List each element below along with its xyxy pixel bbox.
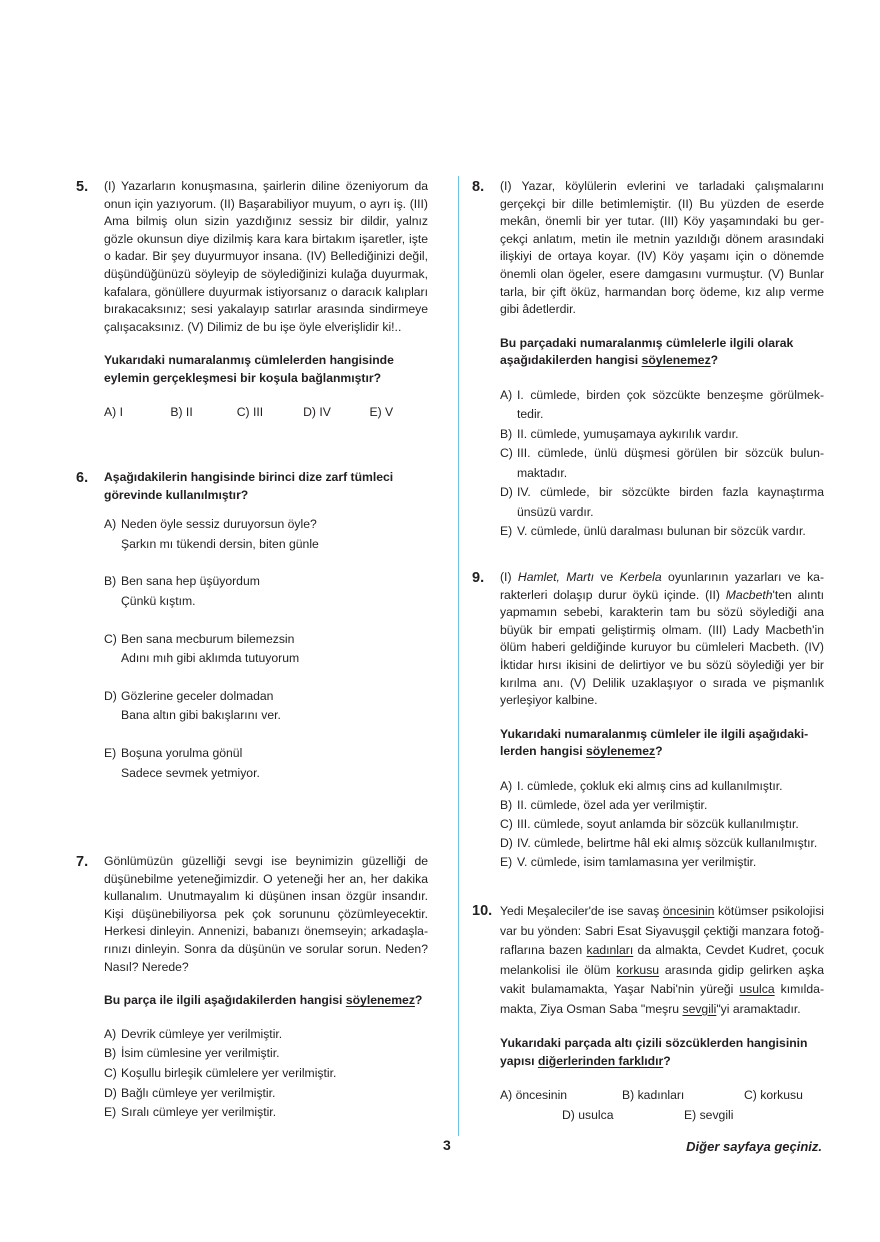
- question-paragraph: [500, 569, 824, 710]
- option-label: A): [500, 778, 513, 793]
- paragraph-text: da almakta, Cevdet Kudret, çocuk melankolisi ile ölüm: [500, 943, 824, 977]
- option-text: III. cümlede, soyut anlamda bir sözcük kullanılmıştır.: [517, 816, 799, 831]
- paragraph-text: ve: [594, 570, 620, 584]
- poem-line-2: Şarkın mı tükendi dersin, biten günle: [121, 536, 319, 551]
- stem-underlined: söylenemez: [586, 744, 656, 759]
- page-number: 3: [443, 1137, 451, 1153]
- option-text: III. cümlede, ünlü düşmesi görülen bir sözcük bulunmaktadır.: [517, 446, 824, 480]
- poem-line-2: Çünkü kıştım.: [121, 593, 196, 608]
- option-text: İsim cümlesine yer verilmiştir.: [121, 1046, 280, 1061]
- work-title: Macbeth: [725, 587, 773, 602]
- option-a[interactable]: [104, 1026, 428, 1044]
- question-stem: [500, 1035, 824, 1070]
- poem-line-1: Ben sana mecburum bilemezsin: [121, 631, 295, 646]
- question-stem: [104, 992, 428, 1010]
- question-stem: [500, 726, 824, 761]
- option-b[interactable]: B) kadınları: [622, 1088, 685, 1103]
- option-d[interactable]: [500, 834, 824, 853]
- question-paragraph: (I) Yazarların konuşmasına, şairlerin diline özeniyorum da onun için yazıyorum. (II) Başarabiliyor muyum, o ayrı iş. (III) Ama bilmiş olun sizin yazdığınız sessiz bir dildir, yalnız gözle okunsun diye dizilmiş kara kara birtakım işaretler, işte o kadar. Bir şey duyurmuyor insana. (IV) Bellediğinizi değil, düşündüğünüzü söyleyip de söylediğinizi kulağa duyurmak, kafalara, gönüllere duyurmak istiyorsanız o daracık kalıpları bırakacaksınız; sesi yakalayıp satırlar arasında sindirmeye çalışacaksınız. (V) Dilimiz de bu işe öyle elverişlidir ki!..: [104, 179, 428, 334]
- poem-line-1: Neden öyle sessiz duruyorsun öyle?: [121, 517, 317, 532]
- option-e[interactable]: [104, 745, 428, 782]
- option-label: C): [500, 816, 513, 831]
- question-paragraph: Gönlümüzün güzelliği sevgi ise beynimizin güzelliği de düşünebilme yeteneğimizdir. O yeteneği her an, her dakika kullanalım. Unutmayalım ki düşünen insan özgür insandır. Kişi düşünebiliyorsa pek çok sorununu çözümleyecektir. Herkesi dinleyin. Annenizi, babanızı önemseyin; arkadaşlarınızı dinleyin. Sonra da düşünün ve sorular sorun. Neden? Nasıl? Nerede?: [104, 854, 428, 974]
- option-d[interactable]: [500, 483, 824, 522]
- stem-end: ?: [663, 1053, 671, 1068]
- underlined-word: sevgili: [682, 1001, 717, 1016]
- paragraph-text: "yi aramaktadır.: [716, 1001, 801, 1016]
- option-d[interactable]: D) IV: [303, 404, 331, 419]
- question-number: 7.: [76, 854, 89, 870]
- paragraph-text: (I): [500, 570, 518, 584]
- option-b[interactable]: [104, 573, 428, 610]
- option-a[interactable]: A) öncesinin: [500, 1088, 568, 1103]
- option-label: E): [500, 854, 513, 869]
- option-text: V. cümlede, ünlü daralması bulunan bir sözcük vardır.: [517, 524, 806, 539]
- question-7: [76, 853, 428, 1122]
- stem-underlined: söylenemez: [345, 993, 415, 1008]
- question-stem: [500, 335, 824, 370]
- option-label: E): [104, 1105, 117, 1120]
- option-text: Koşullu birleşik cümlelere yer verilmiştir.: [121, 1065, 337, 1080]
- option-text: II. cümlede, özel ada yer verilmiştir.: [517, 797, 708, 812]
- option-label: E): [104, 745, 117, 760]
- option-a[interactable]: [500, 386, 824, 425]
- work-title: Kerbela: [619, 570, 662, 584]
- question-number: 5.: [76, 179, 89, 195]
- question-number: 9.: [472, 570, 485, 586]
- option-b[interactable]: [500, 425, 824, 445]
- option-a[interactable]: [500, 777, 824, 796]
- option-label: D): [500, 485, 513, 500]
- underlined-word: öncesinin: [662, 904, 715, 918]
- option-c[interactable]: [500, 444, 824, 483]
- option-label: C): [104, 1065, 117, 1080]
- question-paragraph: (I) Yazar, köylülerin evlerini ve tarladaki çalışmalarını gerçekçi bir dille betimlemiştir. (II) Bu yüzden de eserde mekân, önemli bir yer tutar. (III) Köy yaşamındaki bu gerçekçi anlatım, metin ile metnin yazıldığı dönem arasındaki ilişkiyi de ortaya koyar. (IV) Köy yaşamı için o dönemde önemli olan ögeler, esere damgasını vurmuştur. (V) Bunlar tarla, bir çift öküz, harmandan borç ödeme, kız alıp verme gibi âdetlerdir.: [500, 179, 824, 317]
- option-a[interactable]: [104, 516, 428, 553]
- paragraph-text: oyunlarının yazarları ve karakterleri dolaşıp durur öykü içinde. (II): [500, 570, 825, 602]
- underlined-word: korkusu: [616, 962, 660, 977]
- option-text: IV. cümlede, belirtme hâl eki almış sözcük kullanılmıştır.: [517, 835, 818, 850]
- options-row-2: [500, 1106, 824, 1126]
- answer-options: [104, 404, 428, 422]
- option-text: I. cümlede, birden çok sözcükte benzeşme görülmektedir.: [517, 387, 824, 422]
- option-c[interactable]: [104, 1065, 428, 1083]
- poem-line-1: Ben sana hep üşüyordum: [121, 574, 260, 589]
- stem-text: Bu parçadaki numaralanmış cümlelerle ilgili olarak aşağıdakilerden hangisi: [500, 335, 794, 368]
- stem-text: Yukarıdaki numaralanmış cümleler ile ilgili aşağıdakilerden hangisi: [500, 726, 809, 759]
- question-stem: Aşağıdakilerin hangisinde birinci dize zarf tümleci görevinde kullanılmıştır?: [104, 470, 394, 502]
- option-e[interactable]: [500, 522, 824, 542]
- option-c[interactable]: [104, 631, 428, 668]
- question-9: [472, 569, 824, 872]
- underlined-word: kadınları: [586, 943, 634, 957]
- question-number: 8.: [472, 179, 485, 195]
- option-label: D): [104, 688, 117, 703]
- option-label: C): [104, 631, 117, 646]
- question-number: 10.: [472, 903, 493, 919]
- option-text: I. cümlede, çokluk eki almış cins ad kullanılmıştır.: [517, 778, 783, 793]
- question-8: [472, 178, 824, 542]
- option-text: II. cümlede, yumuşamaya aykırılık vardır.: [517, 426, 739, 441]
- option-e[interactable]: [104, 1104, 428, 1122]
- paragraph-text: kımıldamakta, Ziya Osman Saba "meşru: [500, 982, 824, 1016]
- option-label: B): [104, 574, 117, 589]
- stem-end: ?: [710, 353, 719, 368]
- option-label: A): [104, 1026, 117, 1041]
- option-d[interactable]: D) usulca: [562, 1107, 614, 1122]
- option-text: Bağlı cümleye yer verilmiştir.: [121, 1085, 276, 1100]
- poem-line-1: Gözlerine geceler dolmadan: [121, 688, 274, 703]
- option-e[interactable]: E) sevgili: [684, 1107, 734, 1122]
- option-label: B): [104, 1046, 117, 1061]
- work-title: Hamlet, Martı: [517, 570, 595, 584]
- option-e[interactable]: [500, 853, 824, 872]
- stem-underlined: söylenemez: [641, 353, 711, 368]
- options-row-1: [500, 1086, 824, 1106]
- option-label: D): [104, 1085, 117, 1100]
- option-label: D): [500, 835, 513, 850]
- question-number: 6.: [76, 470, 89, 486]
- stem-end: ?: [655, 744, 663, 759]
- paragraph-text: arasında gidip gelirken aşka vakit bulamamakta, Yaşar Nabi'nin yüreği: [500, 962, 824, 996]
- poem-line-2: Bana altın gibi bakışlarını ver.: [121, 708, 281, 723]
- option-d[interactable]: [104, 1085, 428, 1103]
- question-5: [76, 178, 428, 421]
- option-label: C): [500, 446, 513, 461]
- option-text: IV. cümlede, bir sözcükte birden fazla kaynaştırma ünsüzü vardır.: [517, 485, 824, 519]
- option-c[interactable]: C) korkusu: [744, 1088, 803, 1103]
- option-c[interactable]: C) III: [236, 404, 264, 419]
- option-label: B): [500, 426, 513, 441]
- option-d[interactable]: [104, 688, 428, 725]
- option-b[interactable]: [500, 796, 824, 815]
- option-c[interactable]: [500, 815, 824, 834]
- option-text: V. cümlede, isim tamlamasına yer verilmiştir.: [517, 854, 757, 869]
- option-label: A): [500, 387, 513, 402]
- paragraph-text: 'ten alıntı yapmamın sebebi, karakterin tam bu sözü söylediği ana büyük bir empati geliştirmiş olmam. (III) Lady Macbeth'in ölüm haberi geldiğinde kuruyor bu cümleleri Macbeth. (IV) İktidar hırsı ikisini de delirtiyor ve bu sözü söylediği yer bir kırılma anı. (V) Delilik uzaklaşıyor o sırada ve pişmanlık yerleşiyor kalbine.: [500, 587, 824, 708]
- stem-text: Bu parça ile ilgili aşağıdakilerden hangisi: [104, 993, 346, 1008]
- poem-line-1: Boşuna yorulma gönül: [121, 745, 243, 760]
- stem-underlined: diğerlerinden farklıdır: [537, 1053, 664, 1068]
- stem-text: Yukarıdaki parçada altı çizili sözcüklerden hangisinin yapısı: [500, 1036, 808, 1068]
- paragraph-text: Yedi Meşaleciler'de ise savaş: [500, 904, 663, 918]
- option-text: Sıralı cümleye yer verilmiştir.: [121, 1105, 277, 1120]
- next-page-note: Diğer sayfaya geçiniz.: [686, 1139, 822, 1154]
- column-divider: [458, 176, 459, 1136]
- question-10: [472, 902, 824, 1125]
- option-b[interactable]: B) II: [170, 404, 193, 419]
- option-text: Devrik cümleye yer verilmiştir.: [121, 1026, 283, 1041]
- option-label: E): [500, 524, 513, 539]
- option-label: A): [104, 517, 117, 532]
- poem-line-2: Sadece sevmek yetmiyor.: [121, 765, 260, 780]
- option-b[interactable]: [104, 1045, 428, 1063]
- question-paragraph: [500, 902, 824, 1019]
- stem-end: ?: [414, 993, 423, 1008]
- option-a[interactable]: A) I: [104, 404, 123, 419]
- question-stem: Yukarıdaki numaralanmış cümlelerden hangisinde eylemin gerçekleşmesi bir koşula bağlanmıştır?: [104, 353, 394, 385]
- paragraph-text: kötümser psikolojisi var bu yönden: Sabri Esat Siyavuşgil çektiği manzara fotoğraflarına bazen: [500, 904, 824, 957]
- option-label: B): [500, 797, 513, 812]
- underlined-word: usulca: [739, 982, 775, 996]
- option-e[interactable]: E) V: [369, 404, 394, 419]
- question-6: [76, 469, 428, 782]
- poem-line-2: Adını mıh gibi aklımda tutuyorum: [121, 651, 300, 666]
